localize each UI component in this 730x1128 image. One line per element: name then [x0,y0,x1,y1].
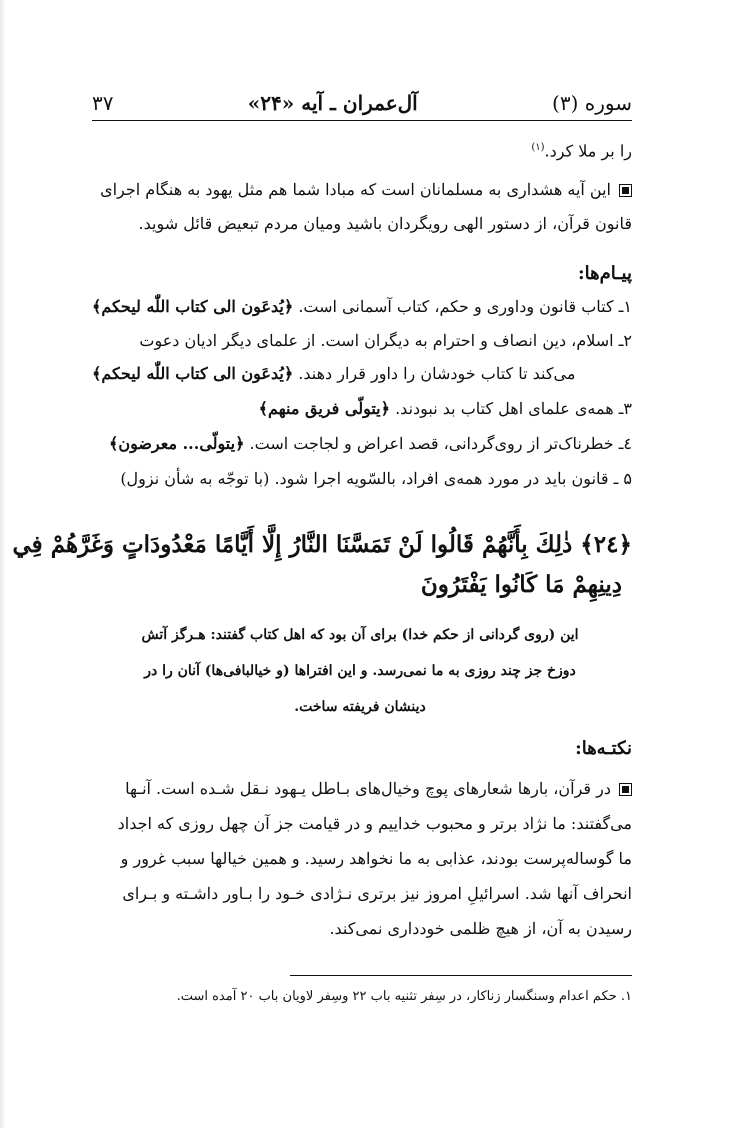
page-number: ۳۷ [92,91,114,115]
notes-line [92,775,632,803]
message-item-continued [92,360,632,388]
message-item [92,465,632,493]
verse-line-2: دِينِهِمْ مَا كَانُوا يَفْتَرُونَ [420,571,622,598]
message-quote: ﴿یتولّی فریق منهم﴾ [258,399,390,418]
message-text: ٤ـ خطرناک‌تر از روی‌گردانی، قصد اعراض و لجاجت است. [249,434,632,453]
note-line-1 [92,176,632,204]
translation-line-2: دوزخ جز چند روزی به ما نمی‌رسد. و این افتراها (و خیالبافی‌ها) آنان را در [144,663,576,679]
message-quote: ﴿یُدعَون الی کتاب اللّٰه لیحکم﴾ [92,364,294,383]
square-bullet-icon [619,783,632,796]
message-item [92,327,632,355]
message-text: ۳ـ همه‌ی علمای اهل کتاب بد نبودند. [395,399,632,418]
translation-line-1: این (روی گردانی از حکم خدا) برای آن بود که اهل کتاب گفتند: هـرگز آتش [141,627,579,643]
message-item [92,430,632,458]
surah-label: سوره (۳) [552,91,632,115]
notes-text: در قرآن، بارها شعارهای پوچ وخیال‌های بـاطل یـهود نـقل شـده است. آنـها [125,779,611,798]
intro-text: را بر ملا کرد. [544,141,632,161]
note-text: این آیه هشداری به مسلمانان است که مبادا شما هم مثل یهود به هنگام اجرای [100,180,611,199]
message-text: ۲ـ اسلام، دین انصاف و احترام به دیگران است. از علمای دیگر ادیان دعوت [139,331,632,350]
footnote: ۱. حکم اعدام وسنگسار زناکار، در سِفر تثنیه باب ۲۲ وسِفر لاویان باب ۲۰ آمده است. [176,989,632,1004]
notes-line: ما گوساله‌پرست بودند، عذابی به ما نخواهد رسید. و همین خیالها سبب غرور و [120,849,632,868]
message-item [92,293,632,321]
scan-edge [0,0,6,1128]
header-divider [92,120,632,121]
intro-line [92,134,632,165]
message-text: می‌کند تا کتاب خودشان را داور قرار دهند. [298,364,576,383]
notes-heading: نکتـه‌ها: [575,738,632,759]
footnote-ref: (۱) [531,142,545,153]
footnote-divider [290,975,632,976]
verse-line-1: ﴿۲٤﴾ ذٰلِكَ بِأَنَّهُمْ قَالُوا لَنْ تَمَسَّنَا النَّارُ إِلَّا أَيَّامًا مَعْدُودَاتٍ وَغَرَّهُمْ فِي [12,531,632,558]
note-line-2 [92,210,632,238]
translation-line-3: دینشان فریفته ساخت. [294,699,426,715]
square-bullet-icon [619,184,632,197]
notes-line: رسیدن به آن، از هیچ ظلمی خودداری نمی‌کند. [329,919,632,938]
message-text: ۵ ـ قانون باید در مورد همه‌ی افراد، بالسّویه اجرا شود. (با توجّه به شأن نزول) [120,469,632,488]
notes-line: انحراف آنها شد. اسرائیلِ امروز نیز برتری نـژادی خـود را بـاور داشـته و بـرای [122,884,632,903]
message-quote: ﴿یُدعَون الی کتاب اللّٰه لیحکم﴾ [92,297,294,316]
page-title: آل‌عمران ـ آیه «۲۴» [247,91,418,115]
message-quote: ﴿یتولّی... معرضون﴾ [108,434,245,453]
page-header [92,88,632,118]
message-text: ۱ـ کتاب قانون وداوری و حکم، کتاب آسمانی است. [298,297,632,316]
message-item [92,395,632,423]
notes-line: می‌گفتند: ما نژاد برتر و محبوب خداییم و در قیامت جز آن چهل روزی که اجداد [117,814,632,833]
note-text: قانون قرآن، از دستور الهی رویگردان باشید ومیان مردم تبعیض قائل شوید. [138,214,632,233]
messages-heading: پیـام‌ها: [578,263,632,284]
